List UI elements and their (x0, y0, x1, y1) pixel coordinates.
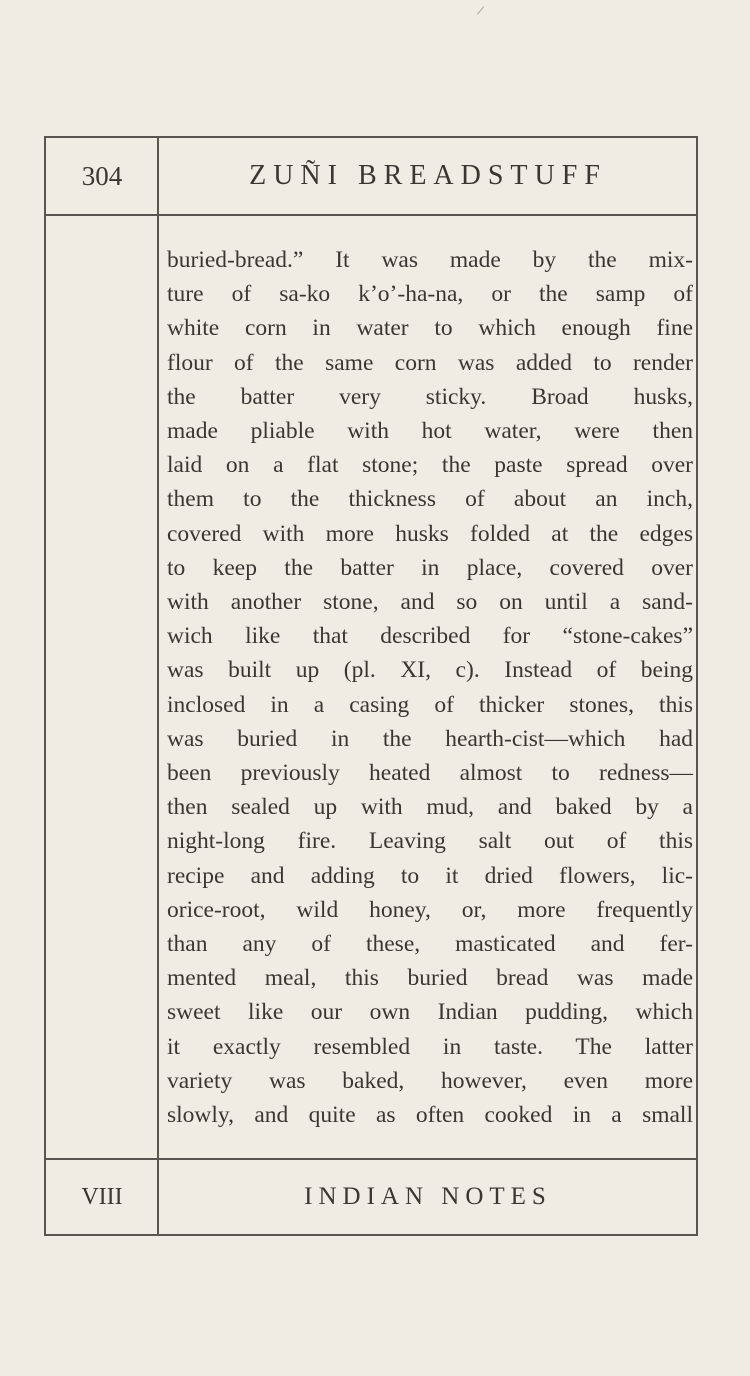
text-line: was buried in the hearth-cist—which had (167, 725, 693, 752)
text-line: them to the thickness of about an inch, (167, 486, 693, 513)
body-text (167, 243, 693, 1132)
text-line: flour of the same corn was added to render (167, 349, 693, 376)
text-line: covered with more husks folded at the edges (167, 520, 693, 547)
text-line: orice-root, wild honey, or, more frequently (167, 896, 693, 923)
text-line: recipe and adding to it dried flowers, lic- (167, 862, 693, 889)
text-line: was built up (pl. XI, c). Instead of being (167, 657, 693, 684)
text-line: it exactly resembled in taste. The latter (167, 1033, 693, 1060)
text-line: ture of sa-ko k’o’-ha-na, or the samp of (167, 281, 693, 308)
text-line: wich like that described for “stone-cakes” (167, 623, 693, 650)
running-head: ZUÑI BREADSTUFF (249, 160, 607, 191)
text-line: than any of these, masticated and fer- (167, 931, 693, 958)
text-line: sweet like our own Indian pudding, which (167, 999, 693, 1026)
text-line: night-long fire. Leaving salt out of this (167, 828, 693, 855)
series-title: INDIAN NOTES (304, 1183, 552, 1210)
text-line: slowly, and quite as often cooked in a small (167, 1102, 693, 1129)
text-line: laid on a flat stone; the paste spread over (167, 452, 693, 479)
text-line: variety was baked, however, even more (167, 1067, 693, 1094)
volume-number: VIII (81, 1184, 123, 1210)
column-divider (157, 136, 159, 1236)
text-line: been previously heated almost to redness— (167, 760, 693, 787)
pencil-mark: / (475, 3, 485, 20)
text-line: inclosed in a casing of thicker stones, this (167, 691, 693, 718)
text-line: with another stone, and so on until a sand- (167, 589, 693, 616)
text-line: the batter very sticky. Broad husks, (167, 383, 693, 410)
text-line: buried-bread.” It was made by the mix- (167, 247, 693, 273)
text-line: made pliable with hot water, were then (167, 418, 693, 445)
text-line: mented meal, this buried bread was made (167, 965, 693, 992)
header-rule (44, 214, 698, 216)
text-line: to keep the batter in place, covered over (167, 554, 693, 581)
footer-rule (44, 1158, 698, 1160)
page-number: 304 (81, 161, 123, 191)
text-line: then sealed up with mud, and baked by a (167, 794, 693, 821)
text-line: white corn in water to which enough fine (167, 315, 693, 342)
